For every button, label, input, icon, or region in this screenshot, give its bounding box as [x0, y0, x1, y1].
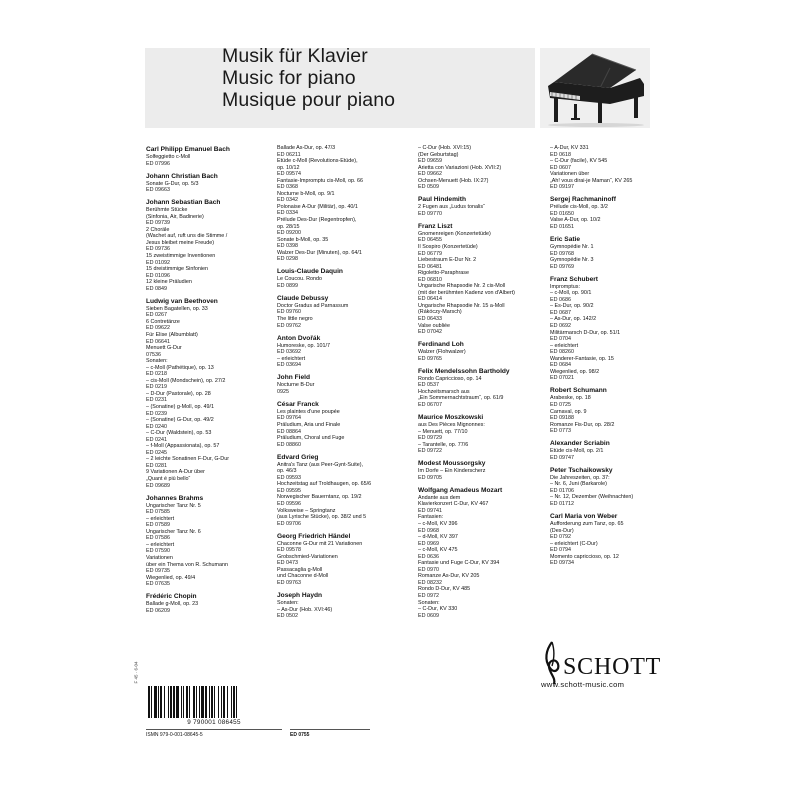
work-title: Wiegenlied, op. 49/4 [146, 574, 196, 581]
title-english: Music for piano [222, 67, 356, 89]
work-title: Norwegischer Bauerntanz, op. 19/2 [277, 494, 362, 501]
work-title: Fantasien: [418, 514, 444, 521]
work-title: Anitra's Tanz (aus Peer-Gynt-Suite), [277, 461, 364, 468]
composer-name: John Field [277, 374, 310, 382]
work-title: Carnaval, op. 9 [550, 408, 587, 415]
edition-code: ED 0899 [277, 282, 298, 289]
barcode-bar [223, 686, 225, 718]
work-title: Variationen über [550, 171, 590, 178]
work-title: op. 46/3 [277, 468, 297, 475]
column-3 [418, 145, 546, 619]
edition-code: ED 0231 [146, 397, 167, 404]
work-title: – f-Moll (Appassionata), op. 57 [146, 443, 220, 450]
edition-code: ED 09188 [550, 415, 574, 422]
edition-code: ED 09729 [418, 435, 442, 442]
work-title: Etüde cis-Moll, op. 2/1 [550, 448, 604, 455]
barcode-bar [199, 686, 200, 718]
work-title: – (Sonatine) G-Dur, op. 49/2 [146, 417, 214, 424]
edition-code: ED 09768 [550, 250, 574, 257]
edition-code: ED 0773 [550, 428, 571, 435]
composer-name: Paul Hindemith [418, 196, 466, 204]
composer-name: Ludwig van Beethoven [146, 297, 218, 305]
composer-name: Sergej Rachmaninoff [550, 196, 616, 204]
edition-code: ED 07996 [146, 160, 170, 167]
work-title: Grobschmied-Variationen [277, 553, 338, 560]
work-title: Rigoletto-Paraphrase [418, 270, 469, 277]
edition-code: ED 0398 [277, 243, 298, 250]
edition-code: ED 09662 [418, 171, 442, 178]
work-title: Chaconne G-Dur mit 21 Variationen [277, 540, 363, 547]
work-title: Rondo D-Dur, KV 485 [418, 586, 471, 593]
work-title: – C-Dur (Waldstein), op. 53 [146, 430, 212, 437]
work-title: Wanderer-Fantasie, op. 15 [550, 355, 614, 362]
barcode-bar [170, 686, 172, 718]
work-title: Wiegenlied, op. 98/2 [550, 368, 600, 375]
edition-code: ED 09770 [418, 210, 442, 217]
work-title: Jesus bleibet meine Freude) [146, 239, 215, 246]
work-title: Etüde c-Moll (Revolutions-Etüde), [277, 158, 358, 165]
work-title: (Wachet auf, ruft uns die Stimme / [146, 233, 228, 240]
composer-name: Frédéric Chopin [146, 593, 197, 601]
work-title: – Tarantelle, op. 77/6 [418, 441, 469, 448]
edition-code: ED 09595 [277, 487, 301, 494]
barcode-bar [236, 686, 237, 718]
barcode-bar [181, 686, 182, 718]
edition-code: ED 01706 [550, 487, 574, 494]
edition-code: ED 08232 [418, 579, 442, 586]
edition-code: ED 0502 [277, 613, 298, 620]
work-title: – d-Moll, KV 397 [418, 534, 458, 541]
edition-code: ED 09741 [418, 507, 442, 514]
edition-code: ED 09735 [146, 568, 170, 575]
edition-code: ED 0298 [277, 256, 298, 263]
edition-code: ED 03692 [277, 349, 301, 356]
barcode-bar [154, 686, 157, 718]
work-title: – erleichtert [146, 541, 175, 548]
edition-code: ED 06641 [146, 338, 170, 345]
edition-code: ED 0970 [418, 566, 439, 573]
barcode-bar [168, 686, 169, 718]
edition-code: ED 07589 [146, 522, 170, 529]
work-title: Sonaten: [418, 599, 440, 606]
barcode [146, 686, 282, 718]
composer-name: Alexander Scriabin [550, 440, 610, 448]
edition-code: ED 0704 [550, 336, 571, 343]
column-1 [146, 145, 266, 614]
edition-code: ED 01096 [146, 272, 170, 279]
edition-code: ED 0281 [146, 462, 167, 469]
work-title: Hochzeitstag auf Troldhaugen, op. 65/6 [277, 481, 372, 488]
column-2 [277, 145, 405, 620]
barcode-bar [214, 686, 215, 718]
edition-code: ED 06779 [418, 250, 442, 257]
work-title: Valse A-Dur, op. 10/2 [550, 217, 601, 224]
composer-name: Franz Schubert [550, 275, 598, 283]
composer-name: Edvard Grieg [277, 453, 319, 461]
edition-code: ED 09765 [418, 355, 442, 362]
edition-code: ED 09706 [277, 520, 301, 527]
barcode-bar [164, 686, 165, 718]
work-title: (Der Geburtstag) [418, 151, 459, 158]
edition-code: ED 0241 [146, 436, 167, 443]
work-title: Fantasie und Fuge C-Dur, KV 394 [418, 560, 500, 567]
work-title: Valse oubliée [418, 322, 450, 329]
edition-code: ED 0334 [277, 210, 298, 217]
composer-name: Johannes Brahms [146, 494, 204, 502]
edition-code: ED 01651 [550, 223, 574, 230]
work-title: Militärmarsch D-Dur, op. 51/1 [550, 329, 621, 336]
composer-name: Maurice Moszkowski [418, 414, 484, 421]
edition-code: ED 06211 [277, 151, 301, 158]
barcode-bar [158, 686, 159, 718]
barcode-bar [221, 686, 222, 718]
work-title: Klavierkonzert C-Dur, KV 467 [418, 501, 489, 508]
barcode-bar [201, 686, 204, 718]
composer-name: César Franck [277, 400, 319, 408]
work-title: Gymnopédie Nr. 3 [550, 257, 594, 264]
composer-name: Claude Debussy [277, 294, 329, 302]
work-title: Nocturne B-Dur [277, 382, 315, 389]
edition-code: ED 06481 [418, 263, 442, 270]
work-title: Berühmte Stücke [146, 207, 188, 214]
work-title: Doctor Gradus ad Parnassum [277, 302, 349, 309]
work-title: Für Elise (Albumblatt) [146, 331, 198, 338]
grand-piano-image [540, 48, 650, 128]
work-title: The little negro [277, 316, 313, 323]
work-title: Hochzeitsmarsch aus [418, 388, 470, 395]
barcode-bar [151, 686, 152, 718]
edition-code: ED 09760 [277, 309, 301, 316]
edition-code: ED 09197 [550, 184, 574, 191]
work-title: – cis-Moll (Mondschein), op. 27/2 [146, 377, 226, 384]
edition-code: ED 0609 [418, 612, 439, 619]
edition-code: ED 0686 [550, 296, 571, 303]
composer-name: Peter Tschaikowsky [550, 466, 613, 474]
work-title: über ein Thema von R. Schumann [146, 561, 229, 568]
ismn-line [146, 729, 282, 738]
work-title: Le Coucou. Rondo [277, 276, 322, 283]
edition-code: ED 0684 [550, 362, 571, 369]
work-title: 15 dreistimmige Sinfonien [146, 266, 209, 273]
barcode-bar [227, 686, 228, 718]
edition-code: ED 0849 [146, 285, 167, 292]
column-4 [550, 145, 660, 567]
work-title: 2 Fugen aus „Ludus tonalis“ [418, 204, 485, 211]
edition-code: ED 0792 [550, 534, 571, 541]
barcode-bar [218, 686, 219, 718]
edition-code: ED 0725 [550, 401, 571, 408]
work-title: Walzer Des-Dur (Minuten), op. 64/1 [277, 249, 362, 256]
composer-name: Franz Liszt [418, 222, 453, 230]
work-title: Ballade g-Moll, op. 23 [146, 601, 199, 608]
edition-code: ED 09200 [277, 230, 301, 237]
edition-code: ED 0473 [277, 560, 298, 567]
work-title: Präludium, Aria und Finale [277, 422, 341, 428]
work-title: Menuett G-Dur [146, 345, 182, 352]
edition-code: ED 07586 [146, 535, 170, 542]
barcode-bar [209, 686, 210, 718]
edition-code: ED 01092 [146, 259, 170, 266]
side-code: F 45 · 6-04 [133, 661, 139, 684]
edition-code: ED 0969 [418, 540, 439, 547]
work-title: Fantasie-Impromptu cis-Moll, op. 66 [277, 177, 363, 184]
work-title: – c-Moll (Pathétique), op. 13 [146, 364, 214, 371]
work-title: Aufforderung zum Tanz, op. 65 [550, 521, 624, 528]
work-title: Volksweise – Springtanz [277, 507, 336, 514]
work-title: Momento capriccioso, op. 12 [550, 553, 619, 560]
work-title: Walzer (Flohwalzer) [418, 349, 466, 356]
edition-code: ED 0618 [550, 151, 571, 158]
edition-code: ED 07585 [146, 509, 170, 516]
work-title: Sonaten: [277, 599, 299, 606]
work-title: (mit der berühmten Kadenz von d'Albert) [418, 289, 515, 296]
work-title: Sonate G-Dur, op. 5/3 [146, 180, 199, 187]
work-title: – erleichtert [277, 355, 306, 362]
work-title: 2 Choräle [146, 226, 170, 233]
work-title: (aus Lyrische Stücke), op. 38/2 und 5 [277, 514, 367, 521]
work-title: Arietta con Variazioni (Hob. XVII:2) [418, 164, 502, 171]
edition-code: ED 09764 [277, 415, 301, 422]
barcode-bar [205, 686, 207, 718]
work-title: Ungarischer Tanz Nr. 6 [146, 528, 201, 535]
work-title: op. 28/15 [277, 223, 300, 230]
composer-name: Louis-Claude Daquin [277, 268, 343, 276]
edition-code: ED 06707 [418, 401, 442, 408]
barcode-bar [231, 686, 232, 718]
work-title: Rondo Capriccioso, op. 14 [418, 375, 482, 382]
edition-code: ED 09762 [277, 322, 301, 329]
edition-code: ED 07590 [146, 548, 170, 555]
work-title: Prélude cis-Moll, op. 3/2 [550, 204, 608, 211]
work-title: (Des-Dur) [550, 527, 574, 534]
title-german: Musik für Klavier [222, 45, 368, 67]
edition-number: ED 0755 [290, 729, 370, 738]
work-title: – erleichtert (C-Dur) [550, 540, 598, 547]
work-title: und Chaconne d-Moll [277, 573, 329, 580]
work-title: – A-Dur, KV 331 [550, 145, 589, 151]
edition-code: ED 0239 [146, 410, 167, 417]
title-french: Musique pour piano [222, 89, 396, 111]
work-title: – Menuett, op. 77/10 [418, 428, 468, 435]
work-title: Arabeske, op. 18 [550, 395, 591, 402]
work-title: Variationen [146, 554, 173, 561]
edition-code: ED 0968 [418, 527, 439, 534]
edition-code: ED 0636 [418, 553, 439, 560]
edition-code: ED 0687 [550, 309, 571, 316]
edition-code: ED 0692 [550, 322, 571, 329]
edition-code: ED 07635 [146, 581, 170, 588]
title-block [222, 45, 395, 111]
work-title: – D-Dur (Pastorale), op. 28 [146, 390, 211, 397]
work-title: – Es-Dur, op. 90/2 [550, 303, 594, 310]
edition-code: 07536 [146, 351, 161, 358]
edition-code: ED 03694 [277, 362, 301, 369]
work-title: – c-Moll, op. 90/1 [550, 290, 592, 297]
work-title: Polonaise A-Dur (Militär), op. 40/1 [277, 203, 358, 210]
work-title: Sonaten: [146, 358, 168, 365]
work-title: – (Sonatine) g-Moll, op. 49/1 [146, 404, 215, 410]
work-title: Il Sospiro (Konzertetüde) [418, 244, 478, 251]
work-title: – C-Dur (facile), KV 545 [550, 158, 608, 165]
edition-code: ED 09622 [146, 325, 170, 332]
edition-code: ED 0607 [550, 164, 571, 171]
work-title: „Ah! vous dirai-je Maman“, KV 265 [550, 177, 633, 184]
edition-code: ED 09763 [277, 579, 301, 586]
edition-code: ED 09578 [277, 547, 301, 554]
composer-name: Joseph Haydn [277, 591, 323, 599]
work-title: Andante aus dem [418, 494, 461, 501]
work-title: Ungarischer Tanz Nr. 5 [146, 502, 201, 509]
work-title: „Quant é più bello“ [146, 476, 191, 483]
edition-code: ED 0245 [146, 449, 167, 456]
barcode-bar [183, 686, 184, 718]
composer-name: Eric Satie [550, 236, 581, 244]
work-title: Nocturne b-Moll, op. 9/1 [277, 190, 335, 197]
barcode-bar [189, 686, 190, 718]
barcode-bar [176, 686, 179, 718]
work-title: – Nr. 6, Juni (Barkarole) [550, 481, 607, 488]
work-title: – c-Moll, KV 396 [418, 521, 458, 528]
edition-code: ED 0368 [277, 184, 298, 191]
work-title: (Rákóczy-Marsch) [418, 309, 462, 316]
work-title: Humoreske, op. 101/7 [277, 342, 331, 349]
work-title: Die Jahreszeiten, op. 37: [550, 474, 610, 481]
publisher-name: SCHOTT [563, 654, 662, 680]
work-title: Prélude Des-Dur (Regentropfen), [277, 217, 357, 224]
edition-code: ED 07042 [418, 329, 442, 336]
work-title: – As-Dur (Hob. XVI:46) [277, 606, 333, 613]
composer-name: Georg Friedrich Händel [277, 532, 351, 540]
edition-code: ED 0218 [146, 371, 167, 378]
edition-code: ED 01712 [550, 500, 574, 507]
barcode-bar [233, 686, 235, 718]
work-title: – Nr. 12, Dezember (Weihnachten) [550, 494, 634, 501]
work-title: – c-Moll, KV 475 [418, 547, 458, 554]
edition-code: ED 0240 [146, 423, 167, 430]
edition-code: ED 09747 [550, 454, 574, 461]
work-title: aus Des Pièces Mignonnes: [418, 422, 485, 428]
composer-name: Wolfgang Amadeus Mozart [418, 486, 503, 494]
barcode-bar [173, 686, 175, 718]
edition-code: ED 0219 [146, 384, 167, 391]
work-title: – C-Dur, KV 330 [418, 606, 458, 613]
work-title: 9 Variationen A-Dur über [146, 469, 205, 476]
work-title: Liebestraum E-Dur Nr. 2 [418, 257, 477, 264]
edition-code: ED 09722 [418, 448, 442, 455]
work-title: Romanze Fis-Dur, op. 28/2 [550, 421, 615, 428]
work-title: – 2 leichte Sonatinen F-Dur, G-Dur [146, 456, 229, 463]
barcode-bar [148, 686, 150, 718]
edition-code: ED 09596 [277, 500, 301, 507]
work-title: – C-Dur (Hob. XVI:15) [418, 145, 472, 151]
composer-name: Carl Maria von Weber [550, 513, 618, 521]
work-title: Sieben Bagatellen, op. 33 [146, 305, 208, 312]
work-title: Gymnopédie Nr. 1 [550, 244, 594, 251]
composer-name: Johann Sebastian Bach [146, 199, 221, 207]
work-title: Impromptus: [550, 283, 580, 290]
edition-code: ED 09689 [146, 482, 170, 489]
edition-code: ED 01650 [550, 210, 574, 217]
edition-code: ED 09739 [146, 220, 170, 227]
edition-code: ED 06433 [418, 316, 442, 323]
composer-name: Carl Philipp Emanuel Bach [146, 146, 230, 153]
ismn-number: ISMN 979-0-001-08645-5 [146, 732, 203, 738]
work-title: Solfeggietto c-Moll [146, 154, 191, 160]
edition-code: ED 06209 [146, 607, 170, 614]
edition-code: ED 0794 [550, 547, 571, 554]
edition-code: ED 06414 [418, 296, 442, 303]
work-title: 12 kleine Präludien [146, 279, 192, 286]
work-title: Passacaglia g-Moll [277, 566, 323, 573]
work-title: 15 zweistimmige Inventionen [146, 253, 216, 260]
publisher-url[interactable]: www.schott-music.com [541, 680, 625, 689]
edition-code: ED 09734 [550, 560, 574, 567]
edition-code: ED 0267 [146, 312, 167, 319]
edition-code: ED 0537 [418, 382, 439, 389]
work-title: Sonate b-Moll, op. 35 [277, 236, 329, 243]
composer-name: Robert Schumann [550, 387, 607, 395]
work-title: Gnomenreigen (Konzertetüde) [418, 230, 491, 237]
work-title: Präludium, Choral und Fuge [277, 435, 345, 442]
barcode-number: 9 790001 086455 [187, 719, 241, 726]
edition-code: ED 0972 [418, 593, 439, 600]
edition-code: 0925 [277, 388, 289, 395]
work-title: Ungarische Rhapsodie Nr. 15 a-Moll [418, 302, 505, 309]
edition-code: ED 0342 [277, 197, 298, 204]
work-title: Ochsen-Menuett (Hob. IX:27) [418, 177, 489, 184]
work-title: (Sinfonia, Air, Badinerie) [146, 213, 204, 220]
edition-code: ED 08860 [277, 441, 301, 448]
barcode-bar [186, 686, 188, 718]
work-title: Ballade As-Dur, op. 47/3 [277, 145, 336, 151]
edition-code: ED 09659 [418, 158, 442, 165]
edition-code: ED 08864 [277, 428, 301, 435]
edition-code: ED 09705 [418, 474, 442, 481]
composer-name: Ferdinand Loh [418, 341, 464, 349]
composer-name: Modest Moussorgsky [418, 460, 486, 468]
edition-code: ED 08260 [550, 349, 574, 356]
work-title: 6 Contretänze [146, 318, 180, 325]
edition-code: ED 09769 [550, 263, 574, 270]
barcode-bar [193, 686, 195, 718]
edition-code: ED 09736 [146, 246, 170, 253]
barcode-bar [160, 686, 162, 718]
work-title: Les plaintes d'une poupée [277, 408, 340, 415]
work-title: Im Dorfe – Ein Kinderscherz [418, 468, 486, 475]
work-title: – erleichtert [550, 342, 579, 349]
edition-code: ED 06455 [418, 237, 442, 244]
work-title: Ungarische Rhapsodie Nr. 2 cis-Moll [418, 283, 506, 290]
composer-name: Johann Christian Bach [146, 172, 218, 180]
composer-name: Anton Dvořák [277, 334, 321, 342]
edition-code: ED 07021 [550, 375, 574, 382]
barcode-bar [211, 686, 213, 718]
work-title: op. 10/12 [277, 164, 300, 171]
work-title: Romanze As-Dur, KV 205 [418, 573, 480, 580]
work-title: – erleichtert [146, 515, 175, 522]
edition-code: ED 06810 [418, 276, 442, 283]
edition-code: ED 09574 [277, 171, 301, 178]
work-title: – As-Dur, op. 142/2 [550, 316, 597, 323]
edition-code: ED 09593 [277, 474, 301, 481]
edition-code: ED 09663 [146, 187, 170, 194]
work-title: „Ein Sommernachtstraum“, op. 61/9 [418, 395, 504, 402]
barcode-bar [196, 686, 197, 718]
composer-name: Felix Mendelssohn Bartholdy [418, 367, 510, 375]
edition-code: ED 0509 [418, 184, 439, 191]
